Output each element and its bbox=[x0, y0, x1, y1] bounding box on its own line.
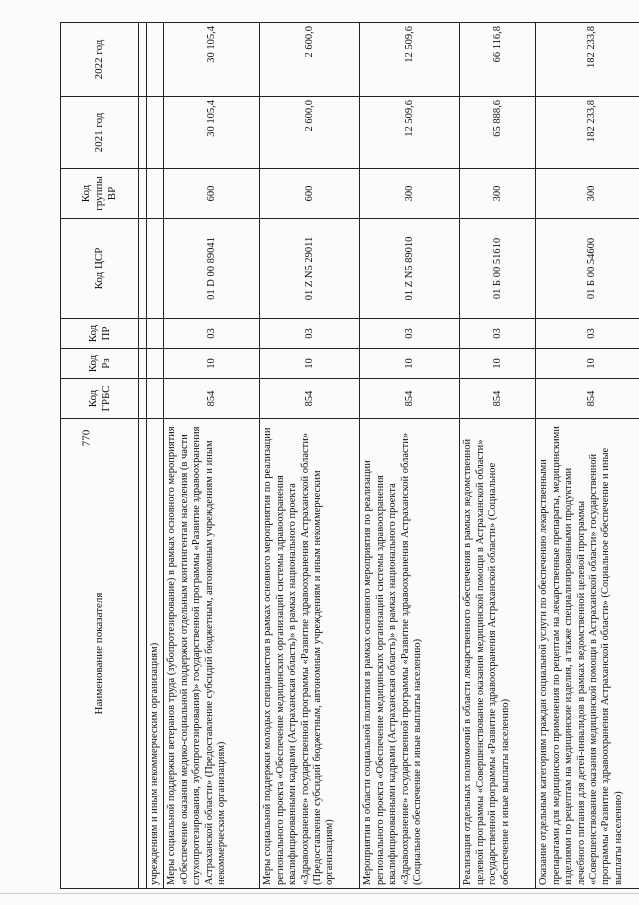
table-row bbox=[260, 23, 360, 889]
row-grbs: 854 bbox=[260, 379, 360, 419]
row-rz: 10 bbox=[360, 349, 460, 379]
row-grbs: 854 bbox=[164, 379, 260, 419]
row-rz: 10 bbox=[260, 349, 360, 379]
row-pr: 03 bbox=[260, 319, 360, 349]
row-csr: 01 Б 00 51610 bbox=[460, 219, 536, 319]
row-2021: 2 600,0 bbox=[260, 97, 360, 169]
rotated-table-wrapper bbox=[60, 23, 624, 889]
table-header-row bbox=[61, 23, 139, 889]
row-2022: 66 116,8 bbox=[460, 23, 536, 97]
header-2021: 2021 год bbox=[61, 97, 139, 169]
row-grbs: 854 bbox=[460, 379, 536, 419]
table-row bbox=[147, 23, 164, 889]
table-row bbox=[536, 23, 639, 889]
row-2022: 2 600,0 bbox=[260, 23, 360, 97]
row-2022: 12 509,6 bbox=[360, 23, 460, 97]
table-row bbox=[460, 23, 536, 889]
header-csr: Код ЦСР bbox=[61, 219, 139, 319]
row-2021: 30 105,4 bbox=[164, 97, 260, 169]
budget-table bbox=[60, 22, 639, 889]
row-vr: 600 bbox=[164, 169, 260, 219]
row-name: Меры социальной поддержки ветеранов труда (зубопротезирование) в рамках основного мероприятия «Обеспечение оказания медико-социальной поддержки отдельным контингентам населения (в части слухопротезирования, зубопротезирования)» государственной программы «Развитие здравоохранения Астраханской области» (Предоставление субсидий бюджетным, автономным учреждениям и иным некоммерческим организациям) bbox=[164, 419, 260, 889]
row-rz: 10 bbox=[460, 349, 536, 379]
page-number: 770 bbox=[80, 429, 93, 447]
header-vr: Код группы ВР bbox=[61, 169, 139, 219]
table-row bbox=[164, 23, 260, 889]
row-name: Реализация отдельных полномочий в области лекарственного обеспечения в рамках ведомственной целевой программы «Совершенствование оказания медицинской помощи в Астраханской области» государственной программы «Развитие здравоохранения Астраханской области» (Социальное обеспечение и иные выплаты населению) bbox=[460, 419, 536, 889]
row-csr: 01 Z N5 89010 bbox=[360, 219, 460, 319]
continuation-text: учреждениям и иным некоммерческим организациям) bbox=[147, 419, 164, 889]
row-2021: 182 233,8 bbox=[536, 97, 639, 169]
row-grbs: 854 bbox=[360, 379, 460, 419]
row-name: Мероприятия в области социальной политики в рамках основного мероприятия по реализации регионального проекта «Обеспечение медицинских организаций системы здравоохранения квалифицированными кадрами (Астраханская область)» в рамках национального проекта «Здравоохранение» государственной программы «Развитие здравоохранения Астраханской области» (Социальное обеспечение и иные выплаты населению) bbox=[360, 419, 460, 889]
row-2021: 65 888,6 bbox=[460, 97, 536, 169]
table-row bbox=[360, 23, 460, 889]
row-rz: 10 bbox=[164, 349, 260, 379]
row-2021: 12 509,6 bbox=[360, 97, 460, 169]
row-pr: 03 bbox=[460, 319, 536, 349]
row-name: Оказание отдельным категориям граждан социальной услуги по обеспечению лекарственными препаратами для медицинского применения по рецептам на лекарственные препараты, медицинскими изделиями по рецептам на медицинские изделия, а также специализированными продуктами лечебного питания для детей-инвалидов в рамках ведомственной целевой программы «Совершенствование оказания медицинской помощи в Астраханской области» государственной программы «Развитие здравоохранения Астраханской области» (Социальное обеспечение и иные выплаты населению) bbox=[536, 419, 639, 889]
row-vr: 300 bbox=[360, 169, 460, 219]
row-pr: 03 bbox=[360, 319, 460, 349]
scan-bottom-edge bbox=[0, 893, 639, 894]
row-pr: 03 bbox=[164, 319, 260, 349]
header-pr: Код ПР bbox=[61, 319, 139, 349]
header-grbs: Код ГРБС bbox=[61, 379, 139, 419]
row-vr: 600 bbox=[260, 169, 360, 219]
column-number-row bbox=[139, 23, 147, 889]
row-vr: 300 bbox=[536, 169, 639, 219]
row-2022: 30 105,4 bbox=[164, 23, 260, 97]
row-vr: 300 bbox=[460, 169, 536, 219]
header-indicator-name: Наименование показателя bbox=[61, 419, 139, 889]
row-grbs: 854 bbox=[536, 379, 639, 419]
row-csr: 01 D 00 89041 bbox=[164, 219, 260, 319]
header-rz: Код Рз bbox=[61, 349, 139, 379]
row-rz: 10 bbox=[536, 349, 639, 379]
row-csr: 01 Б 00 54600 bbox=[536, 219, 639, 319]
header-2022: 2022 год bbox=[61, 23, 139, 97]
row-pr: 03 bbox=[536, 319, 639, 349]
row-2022: 182 233,8 bbox=[536, 23, 639, 97]
row-name: Меры социальной поддержки молодых специалистов в рамках основного мероприятия по реализации регионального проекта «Обеспечение медицинских организаций системы здравоохранения квалифицированными кадрами (Астраханская область)» в рамках национального проекта «Здравоохранение» государственной программы «Развитие здравоохранения Астраханской области» (Предоставление субсидий бюджетным, автономным учреждениям и иным некоммерческим организациям) bbox=[260, 419, 360, 889]
row-csr: 01 Z N5 29011 bbox=[260, 219, 360, 319]
